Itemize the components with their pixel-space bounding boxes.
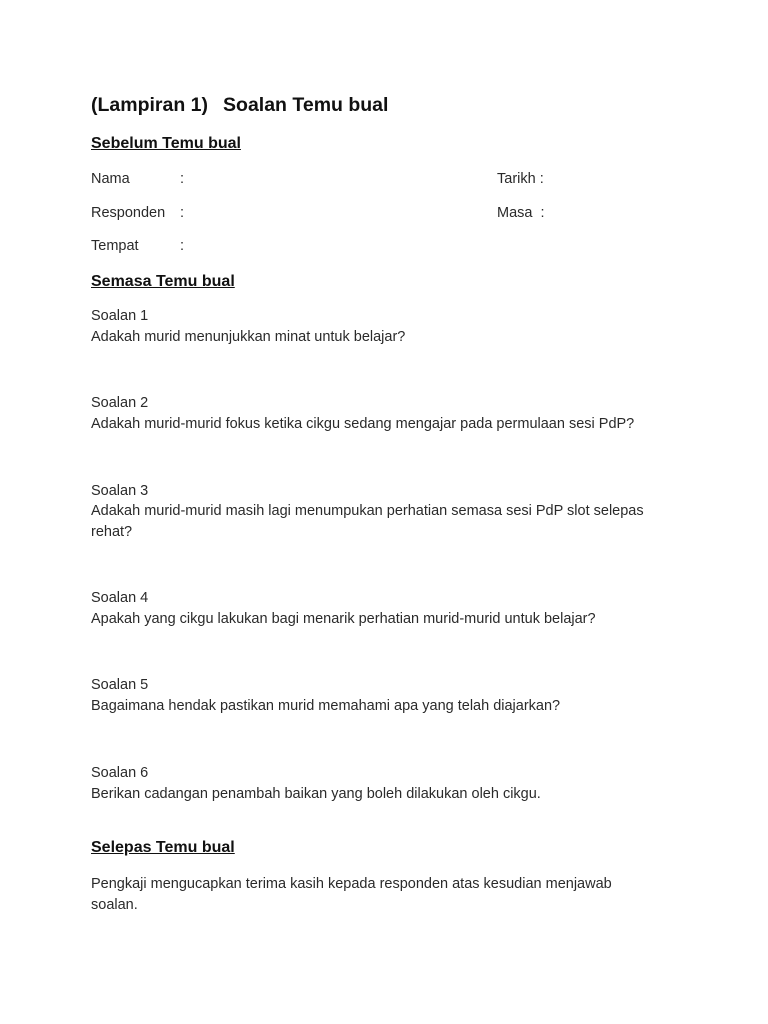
closing-text: Pengkaji mengucapkan terima kasih kepada responden atas kesudian menjawab soalan. <box>91 876 612 913</box>
field-colon-responden: : <box>180 205 185 221</box>
question-text-2: Adakah murid-murid fokus ketika cikgu sedang mengajar pada permulaan sesi PdP? <box>91 416 635 432</box>
section-heading-selepas: Selepas Temu bual <box>91 839 235 856</box>
field-label-nama: Nama <box>91 171 130 187</box>
field-label-tarikh: Tarikh : <box>497 171 544 187</box>
title-lampiran: (Lampiran 1) <box>91 94 209 116</box>
field-colon-nama: : <box>180 171 185 187</box>
question-text-5: Bagaimana hendak pastikan murid memahami apa yang telah diajarkan? <box>91 698 561 714</box>
question-label-2: Soalan 2 <box>91 395 149 411</box>
question-label-5: Soalan 5 <box>91 677 149 693</box>
page-title <box>91 93 388 117</box>
question-label-6: Soalan 6 <box>91 765 149 781</box>
field-label-masa: Masa : <box>497 205 545 221</box>
question-label-1: Soalan 1 <box>91 308 149 324</box>
question-label-4: Soalan 4 <box>91 590 149 606</box>
field-label-responden: Responden <box>91 205 166 221</box>
question-text-1: Adakah murid menunjukkan minat untuk belajar? <box>91 329 406 345</box>
question-label-3: Soalan 3 <box>91 483 149 499</box>
question-text-6: Berikan cadangan penambah baikan yang boleh dilakukan oleh cikgu. <box>91 786 541 802</box>
title-main: Soalan Temu bual <box>223 94 389 116</box>
question-text-3: Adakah murid-murid masih lagi menumpukan perhatian semasa sesi PdP slot selepas rehat? <box>91 503 644 540</box>
section-heading-sebelum: Sebelum Temu bual <box>91 135 241 152</box>
question-text-4: Apakah yang cikgu lakukan bagi menarik perhatian murid-murid untuk belajar? <box>91 611 596 627</box>
field-label-tempat: Tempat <box>91 238 139 254</box>
field-colon-tempat: : <box>180 238 185 254</box>
section-heading-semasa: Semasa Temu bual <box>91 273 235 290</box>
